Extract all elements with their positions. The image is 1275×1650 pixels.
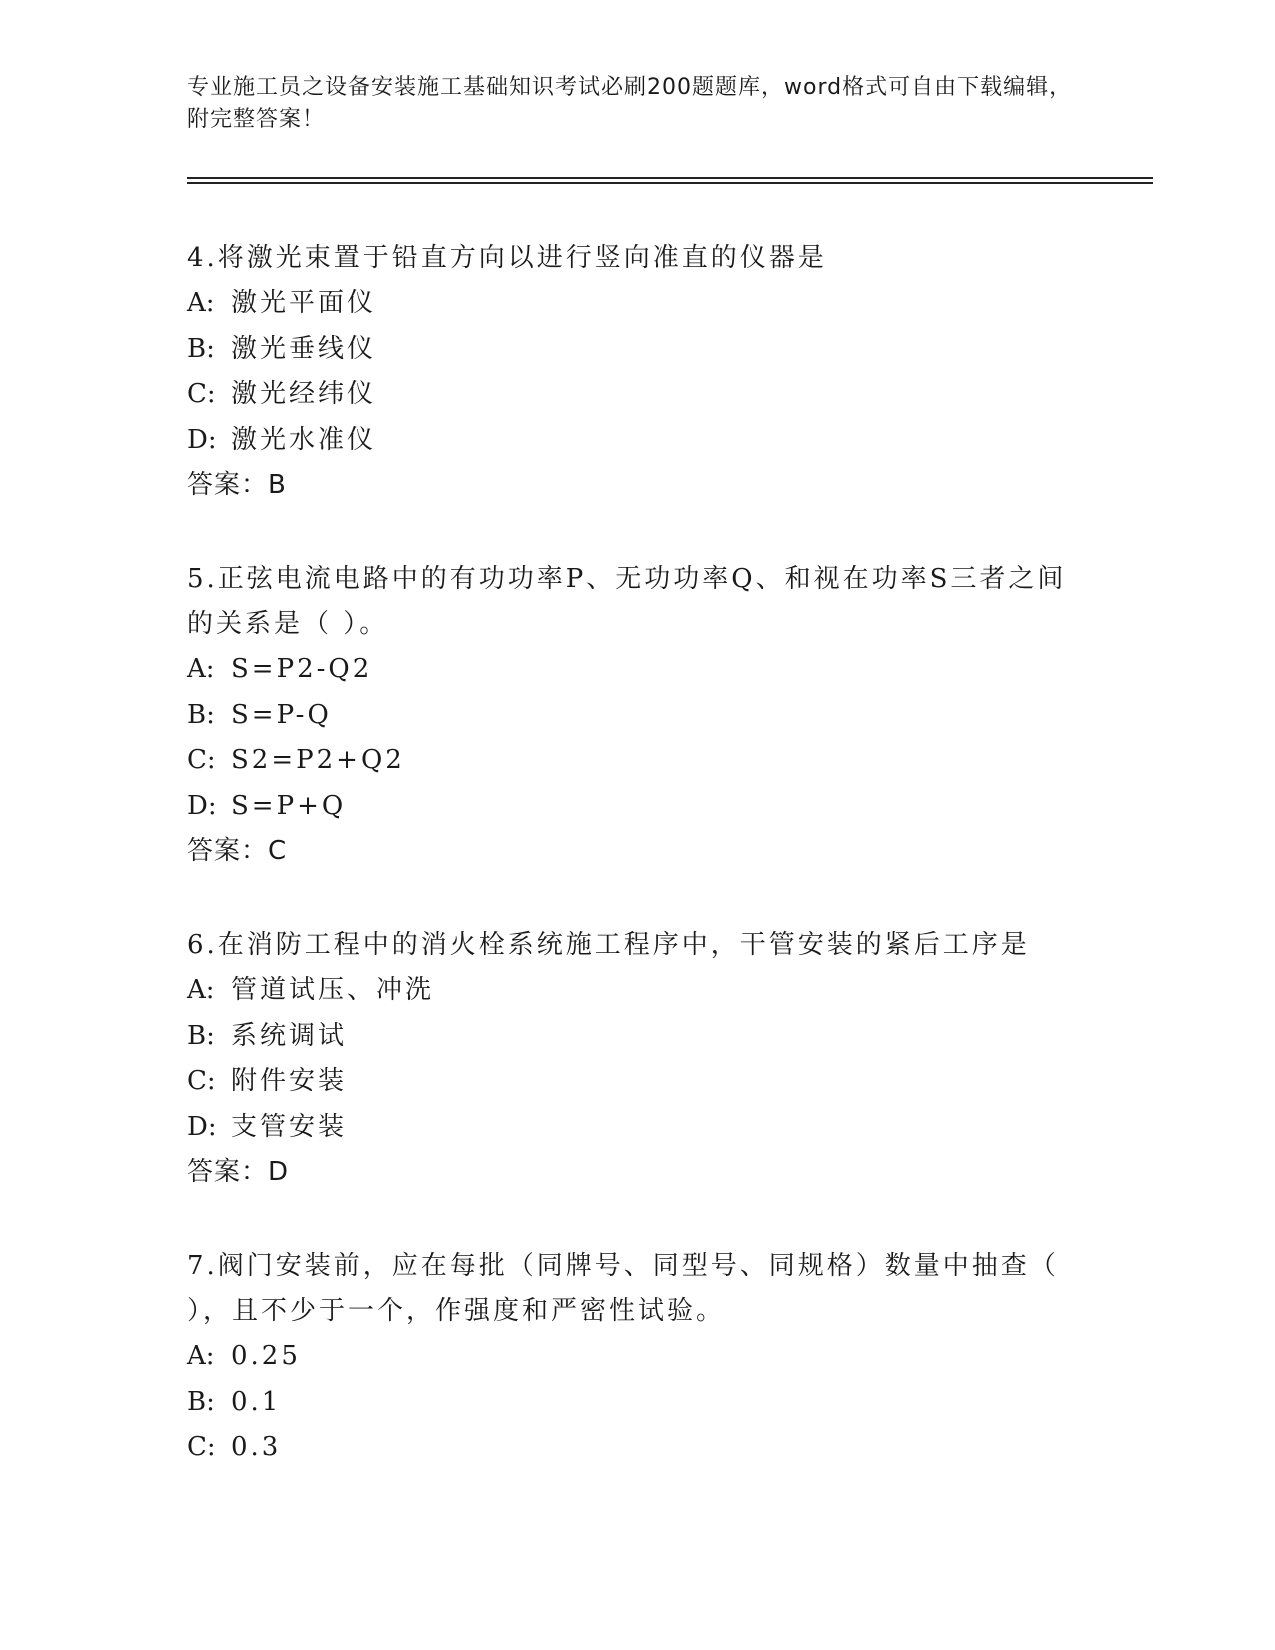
option-letter: A: [187, 1341, 215, 1371]
option-letter: B: [187, 1386, 215, 1417]
option-text: 激光垂线仪 [231, 333, 377, 364]
answer-line: 答案：D [187, 1157, 290, 1187]
option-text: 0.1 [231, 1386, 282, 1417]
question-list [187, 236, 1087, 1521]
option-text: S=P2-Q2 [231, 654, 373, 684]
option-c [187, 738, 1087, 784]
option-text: S=P-Q [231, 699, 332, 730]
option-b [187, 693, 1087, 739]
option-text: S=P+Q [231, 790, 347, 821]
option-letter: A: [187, 288, 215, 318]
option-letter: C: [187, 1432, 216, 1462]
answer-line: 答案：C [187, 836, 288, 866]
option-b [187, 327, 1087, 373]
answer-line: 答案：B [187, 470, 287, 500]
option-text: 0.3 [231, 1432, 282, 1462]
option-text: 激光经纬仪 [231, 379, 377, 409]
option-letter: C: [187, 1066, 216, 1096]
document-header [187, 72, 1087, 136]
header-rule-top [187, 177, 1153, 179]
option-letter: B: [187, 1020, 215, 1051]
option-text: 0.25 [231, 1341, 301, 1371]
option-letter: C: [187, 379, 216, 409]
option-letter: D: [187, 790, 217, 821]
question-7 [187, 1244, 1087, 1471]
question-stem: 6.在消防工程中的消火栓系统施工程序中，干管安装的紧后工序是 [187, 930, 1030, 960]
option-c [187, 372, 1087, 418]
option-letter: C: [187, 745, 216, 775]
option-a [187, 1334, 1087, 1380]
option-letter: B: [187, 333, 215, 364]
option-text: 支管安装 [231, 1111, 348, 1142]
option-letter: A: [187, 654, 215, 684]
option-text: 管道试压、冲洗 [231, 975, 435, 1005]
option-letter: A: [187, 975, 215, 1005]
option-b [187, 1014, 1087, 1060]
question-4 [187, 236, 1087, 507]
option-letter: B: [187, 699, 215, 730]
option-d [187, 1105, 1087, 1151]
option-a [187, 647, 1087, 693]
header-rule-bottom [187, 182, 1153, 184]
question-5 [187, 557, 1087, 873]
question-6 [187, 923, 1087, 1194]
question-stem: 5.正弦电流电路中的有功功率P、无功功率Q、和视在功率S三者之间的关系是（ ）。 [187, 564, 1067, 639]
option-text: 附件安装 [231, 1066, 348, 1096]
question-stem: 4.将激光束置于铅直方向以进行竖向准直的仪器是 [187, 243, 827, 273]
option-letter: D: [187, 1111, 217, 1142]
option-text: S2=P2+Q2 [231, 745, 405, 775]
option-text: 激光水准仪 [231, 424, 377, 455]
option-a [187, 968, 1087, 1014]
option-a [187, 281, 1087, 327]
option-text: 激光平面仪 [231, 288, 377, 318]
option-d [187, 418, 1087, 464]
option-c [187, 1425, 1087, 1471]
header-title: 专业施工员之设备安装施工基础知识考试必刷200题题库，word格式可自由下载编辑，附完整答案！ [187, 75, 1073, 132]
option-d [187, 784, 1087, 830]
option-b [187, 1380, 1087, 1426]
option-letter: D: [187, 424, 217, 455]
option-text: 系统调试 [231, 1020, 348, 1051]
option-c [187, 1059, 1087, 1105]
question-stem: 7.阀门安装前，应在每批（同牌号、同型号、同规格）数量中抽查（ ），且不少于一个，作强度和严密性试验。 [187, 1251, 1059, 1326]
